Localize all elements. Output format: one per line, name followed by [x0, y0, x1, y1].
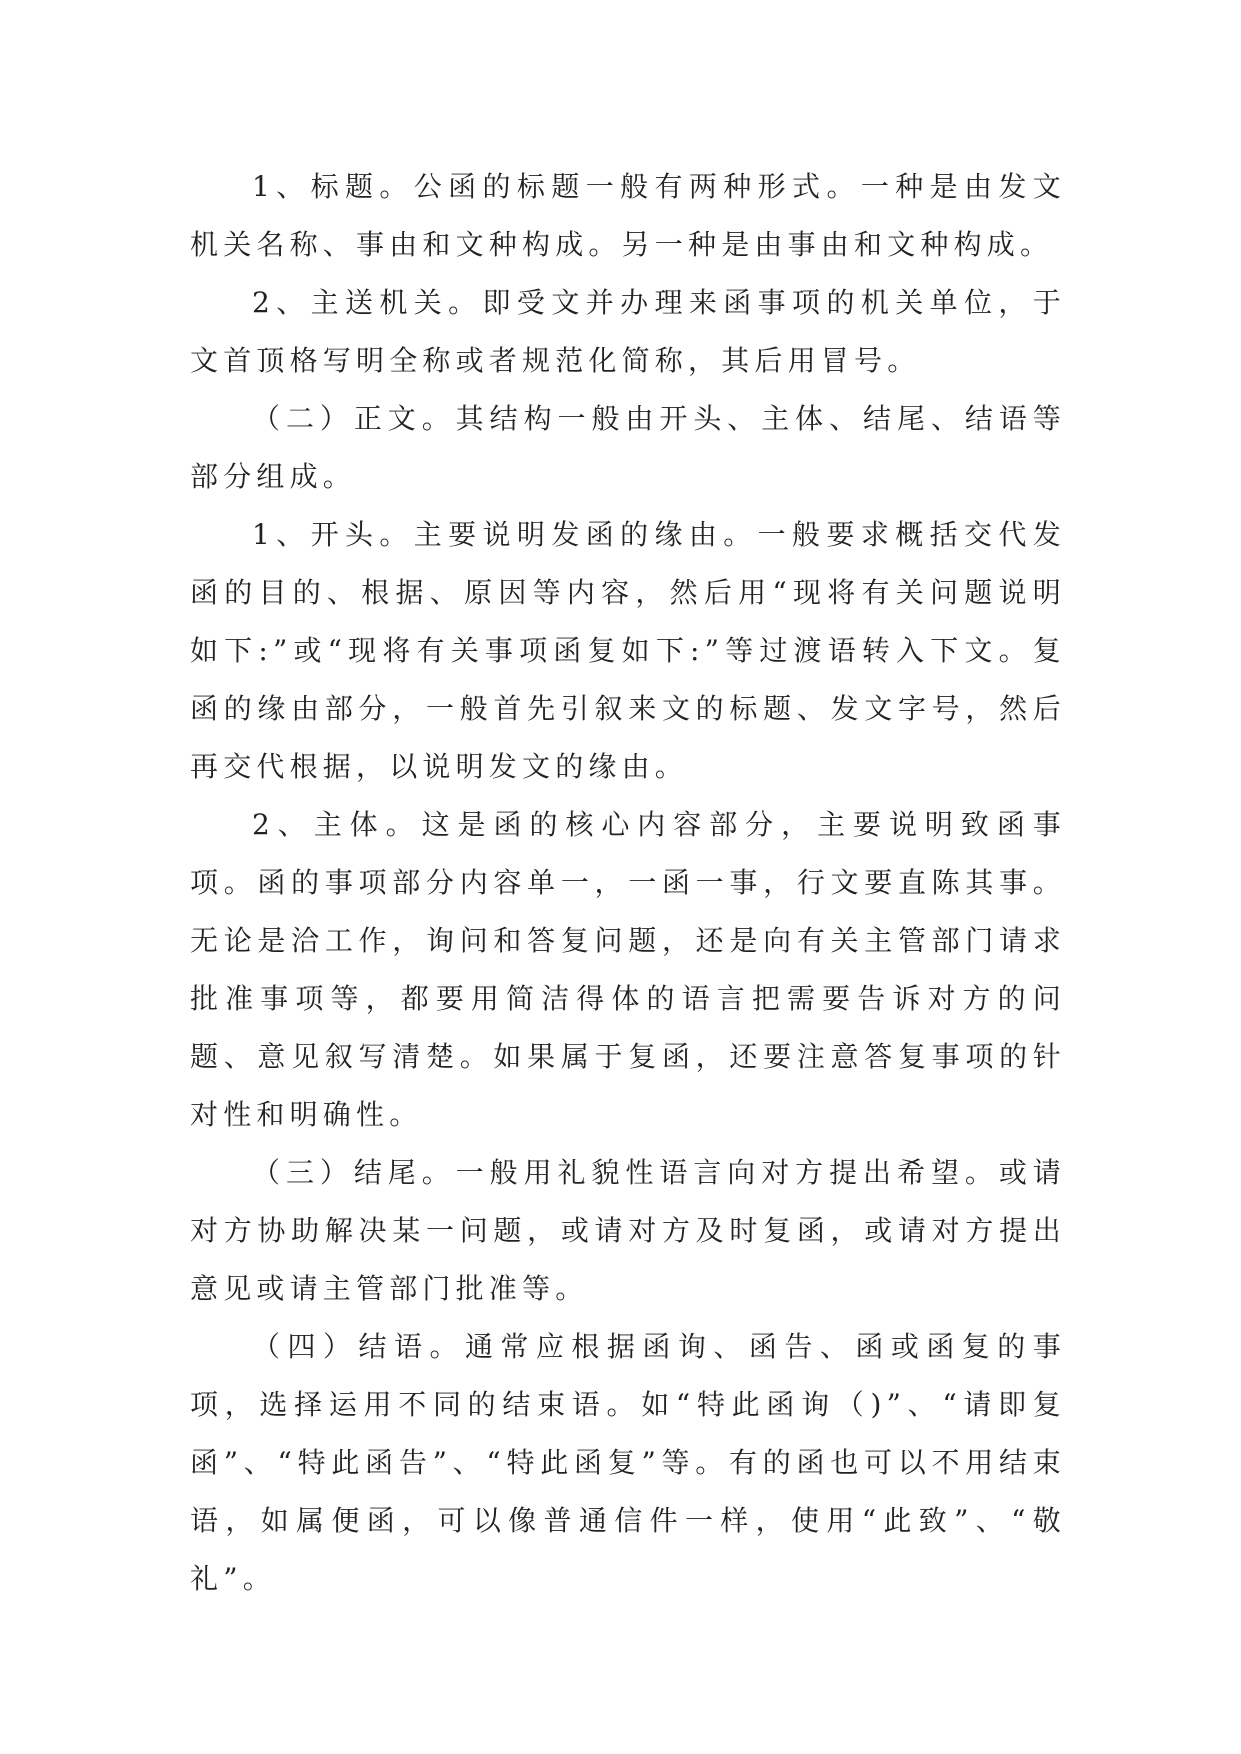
paragraph-section-body: （二）正文。其结构一般由开头、主体、结尾、结语等部分组成。 — [190, 402, 1066, 493]
paragraph-section-ending: （三）结尾。一般用礼貌性语言向对方提出希望。或请对方协助解决某一问题，或请对方及时复函，或请对方提出意见或请主管部门批准等。 — [190, 1156, 1066, 1305]
paragraph-opening-rule: 1、开头。主要说明发函的缘由。一般要求概括交代发函的目的、根据、原因等内容，然后用“现将有关问题说明如下:”或“现将有关事项函复如下:”等过渡语转入下文。复函的缘由部分，一般首先引叙来文的标题、发文字号，然后再交代根据，以说明发文的缘由。 — [190, 518, 1066, 783]
paragraph-recipient-rule: 2、主送机关。即受文并办理来函事项的机关单位，于文首顶格写明全称或者规范化简称，其后用冒号。 — [190, 286, 1066, 377]
paragraph-section-closing: （四）结语。通常应根据函询、函告、函或函复的事项，选择运用不同的结束语。如“特此函询（)”、“请即复函”、“特此函告”、“特此函复”等。有的函也可以不用结束语，如属便函，可以像普通信件一样，使用“此致”、“敬礼”。 — [190, 1330, 1066, 1595]
paragraph-title-rule: 1、标题。公函的标题一般有两种形式。一种是由发文机关名称、事由和文种构成。另一种是由事由和文种构成。 — [190, 170, 1066, 261]
paragraph-main-rule: 2、主体。这是函的核心内容部分，主要说明致函事项。函的事项部分内容单一，一函一事，行文要直陈其事。无论是洽工作，询问和答复问题，还是向有关主管部门请求批准事项等，都要用简洁得体的语言把需要告诉对方的问题、意见叙写清楚。如果属于复函，还要注意答复事项的针对性和明确性。 — [190, 808, 1066, 1131]
document-body — [190, 158, 1066, 1608]
